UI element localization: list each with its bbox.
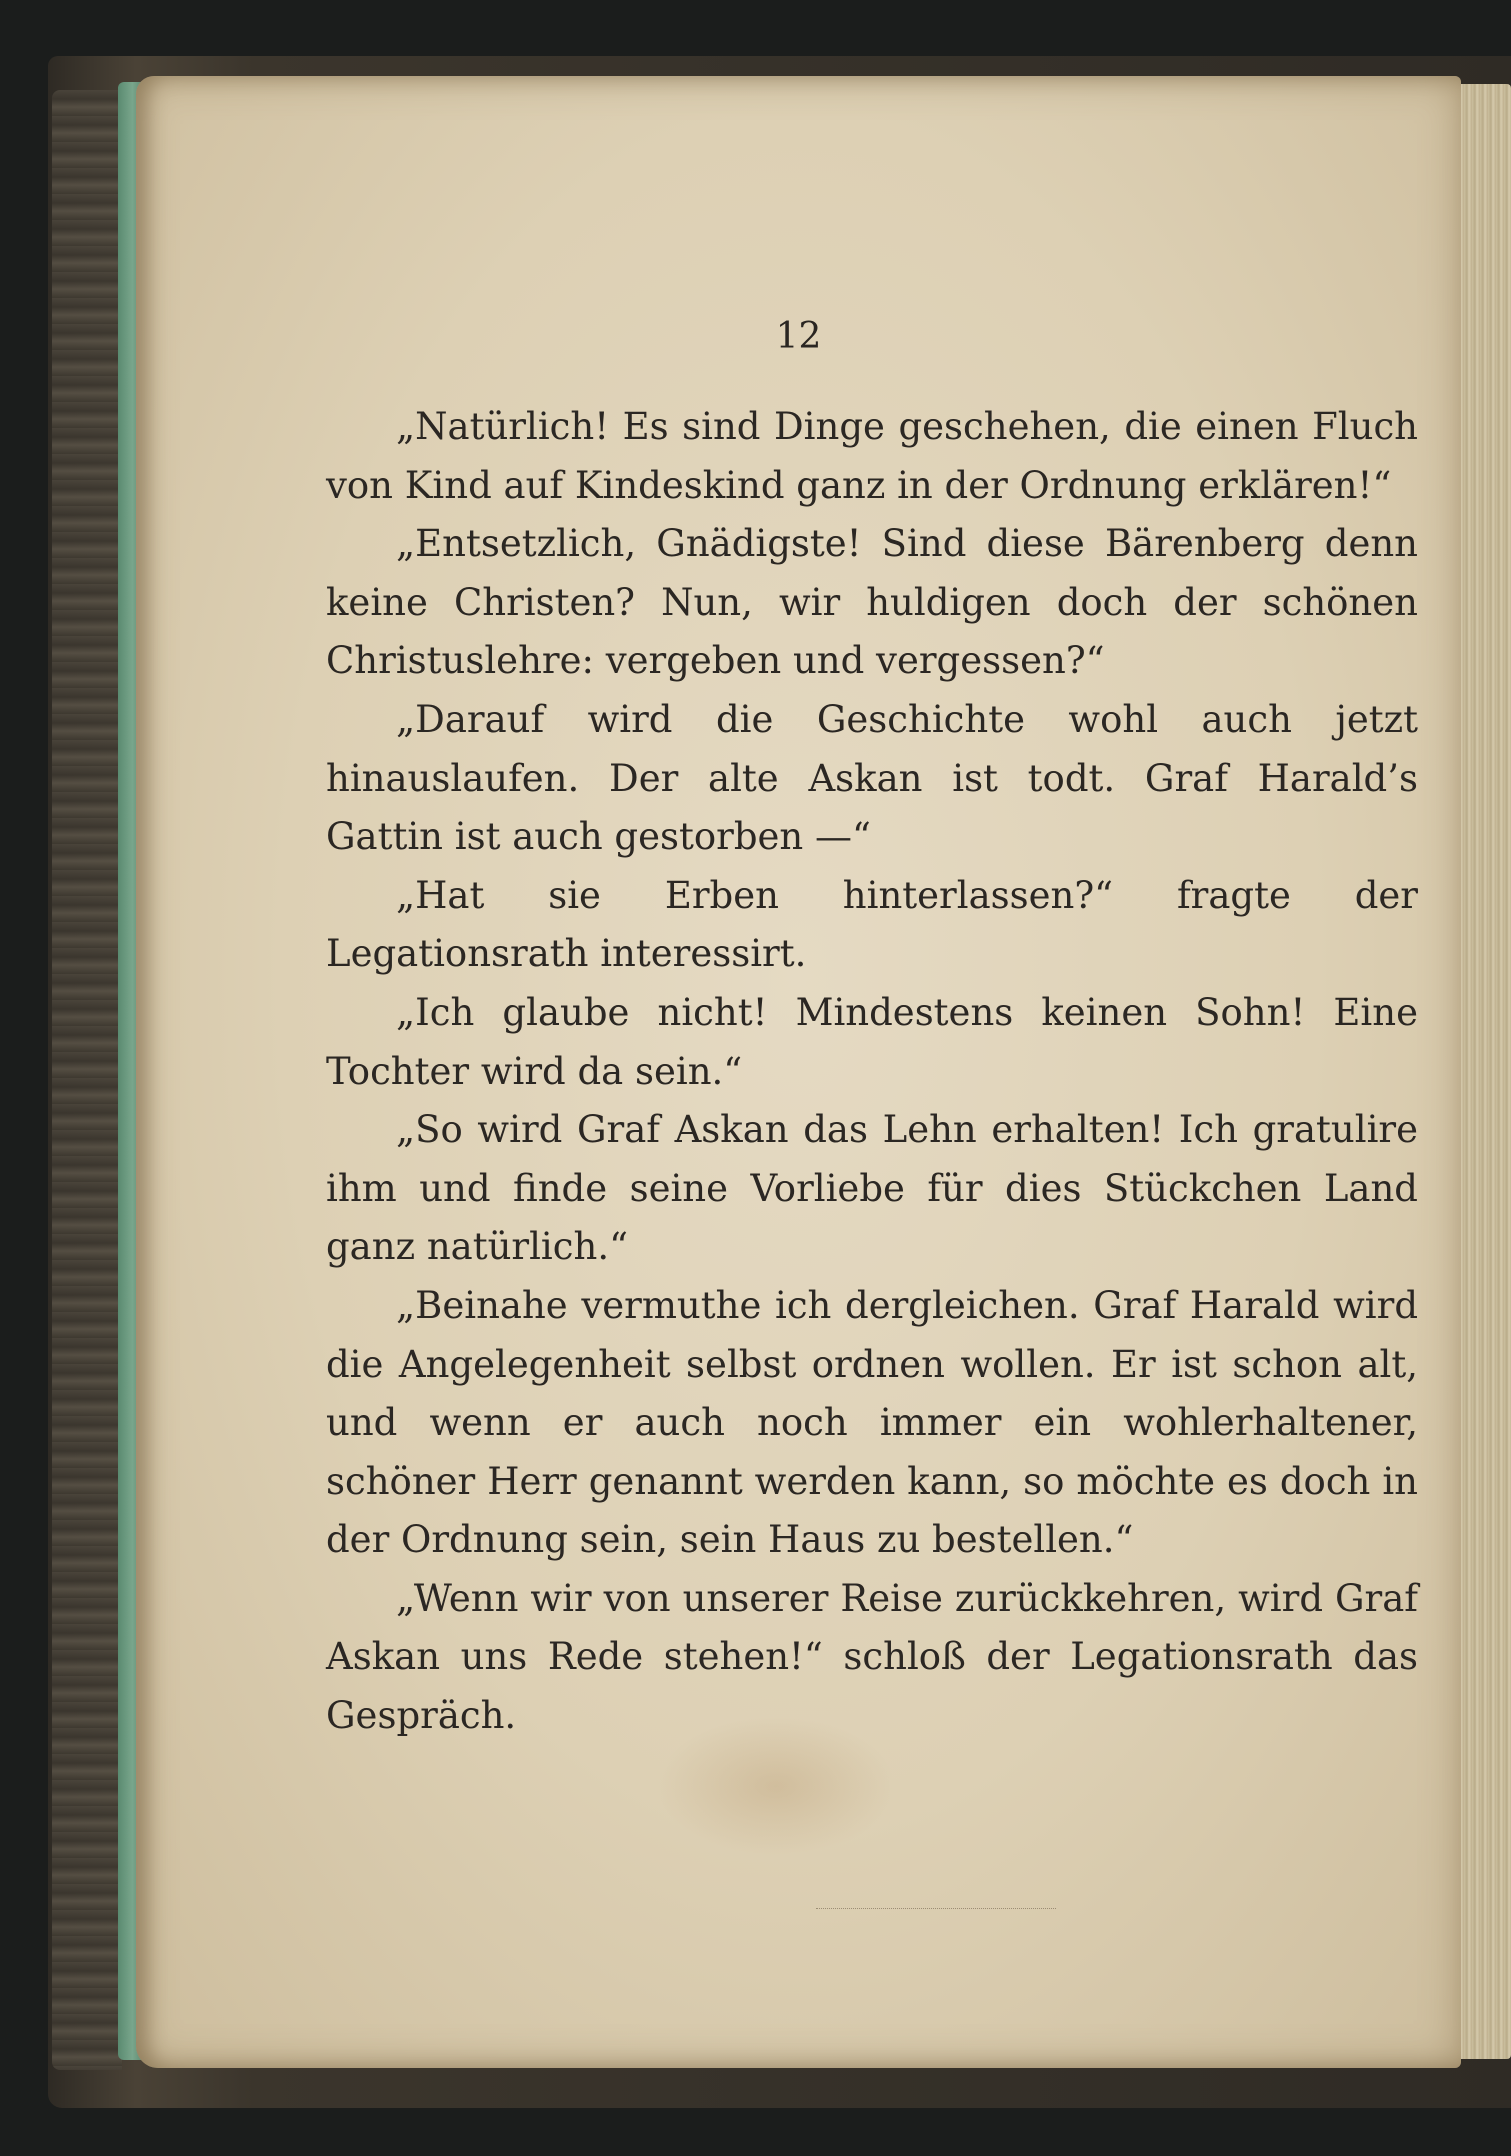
paragraph: „Ich glaube nicht! Mindestens keinen Sohn! Eine Tochter wird da sein.“	[326, 990, 1418, 1093]
paragraph: „Natürlich! Es sind Dinge geschehen, die einen Fluch von Kind auf Kindeskind ganz in der Ordnung erklären!“	[326, 405, 1418, 507]
end-rule	[816, 1908, 1056, 1909]
paragraph: „Beinahe vermuthe ich dergleichen. Graf Harald wird die Angelegenheit selbst ordnen wollen. Er ist schon alt, und wenn er auch noch immer ein wohlerhaltener, schöner Herr genannt werden kann, so möchte es doch in der Ordnung sein, sein Haus zu bestellen.“	[326, 1283, 1418, 1562]
body-text	[326, 398, 1418, 1746]
book-spine	[52, 90, 122, 2070]
paragraph: „Hat sie Erben hinterlassen?“ fragte der Legationsrath interessirt.	[326, 873, 1418, 976]
paragraph: „Entsetzlich, Gnädigste! Sind diese Bärenberg denn keine Christen? Nun, wir huldigen doch der schönen Christuslehre: vergeben und vergessen?“	[326, 522, 1418, 683]
page-edges	[1456, 84, 1511, 2059]
paragraph: „So wird Graf Askan das Lehn erhalten! Ich gratulire ihm und finde seine Vorliebe für dies Stückchen Land ganz natürlich.“	[326, 1108, 1418, 1269]
book-page	[136, 76, 1461, 2068]
page-number: 12	[775, 316, 822, 357]
paragraph: „Wenn wir von unserer Reise zurückkehren, wird Graf Askan uns Rede stehen!“ schloß der Legationsrath das Gespräch.	[326, 1576, 1418, 1738]
paragraph: „Darauf wird die Geschichte wohl auch jetzt hinauslaufen. Der alte Askan ist todt. Graf Harald’s Gattin ist auch gestorben —“	[326, 697, 1418, 859]
